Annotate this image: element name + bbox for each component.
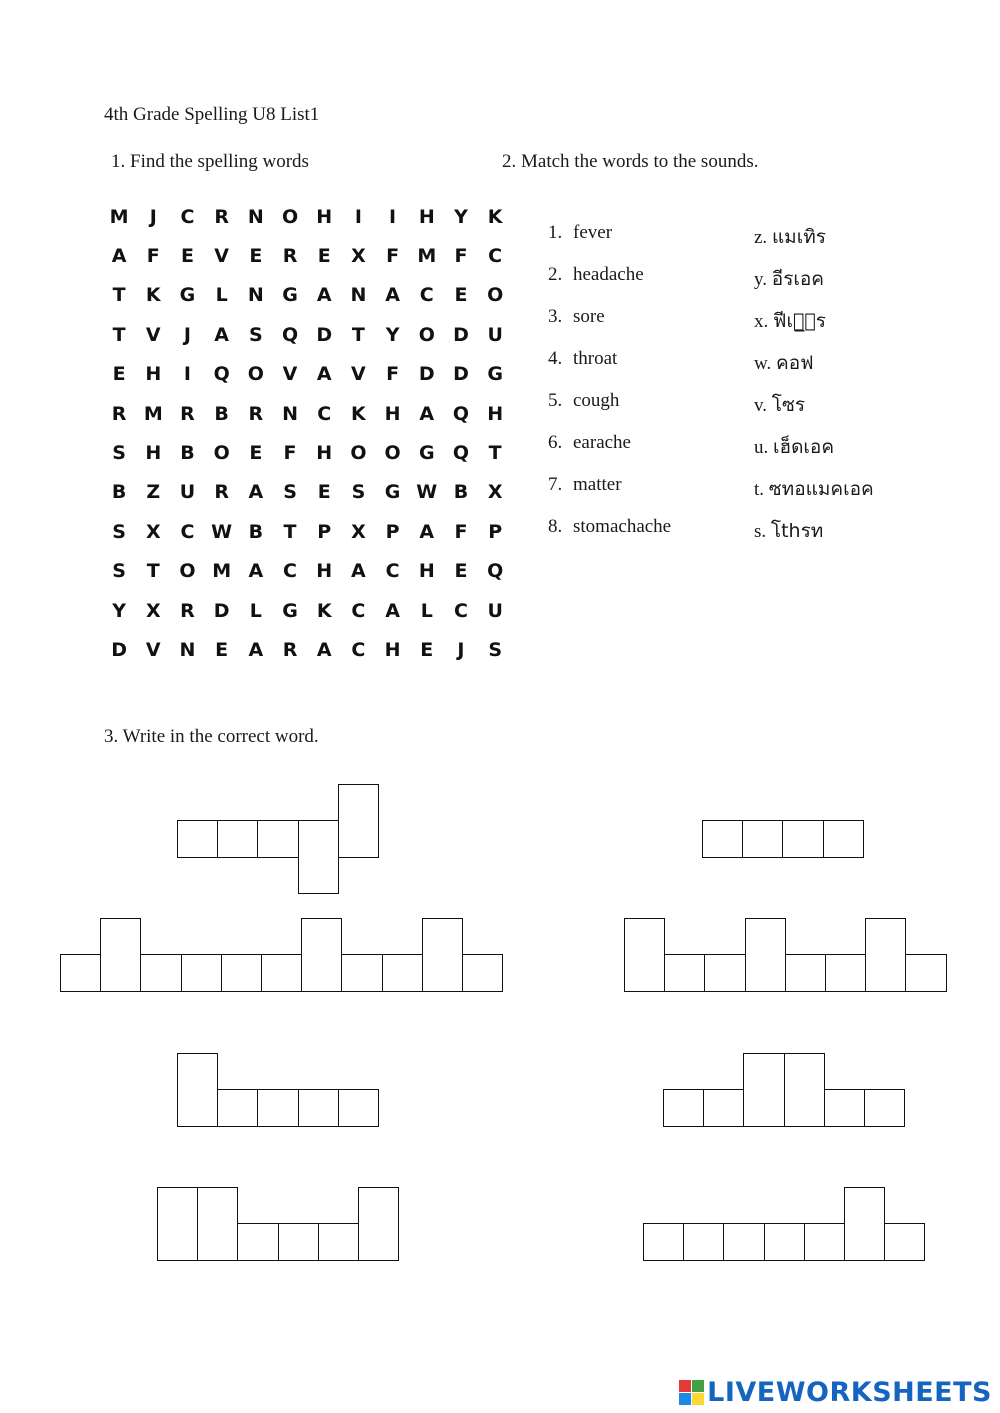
grid-letter: G	[179, 284, 196, 307]
grid-letter: A	[419, 402, 435, 425]
grid-letter: E	[180, 245, 194, 268]
grid-letter: I	[354, 205, 362, 228]
sound-letter: y.	[754, 269, 768, 290]
grid-letter: N	[179, 638, 196, 661]
grid-letter: N	[247, 284, 264, 307]
grid-letter: O	[384, 442, 401, 465]
letter-box[interactable]	[764, 1223, 805, 1261]
grid-letter: P	[317, 520, 332, 543]
grid-letter: N	[282, 402, 298, 425]
grid-letter: T	[112, 284, 126, 307]
sound-thai: คอฟ	[776, 352, 814, 374]
grid-letter: E	[249, 245, 263, 268]
letter-box[interactable]	[462, 954, 503, 992]
grid-letter: C	[351, 638, 366, 661]
letter-box[interactable]	[884, 1223, 925, 1261]
grid-letter: S	[488, 638, 502, 661]
grid-letter: L	[249, 599, 262, 622]
letter-box[interactable]	[257, 820, 298, 858]
letter-box[interactable]	[298, 1089, 339, 1127]
grid-letter: G	[282, 599, 298, 622]
grid-letter: P	[385, 520, 400, 543]
grid-letter: X	[487, 481, 503, 504]
letter-box[interactable]	[177, 820, 218, 858]
grid-letter: S	[112, 520, 126, 543]
grid-letter: M	[143, 402, 163, 425]
grid-letter: B	[180, 442, 195, 465]
match-number: 4.	[548, 348, 563, 369]
grid-letter: E	[249, 442, 263, 465]
grid-letter: Z	[146, 481, 161, 504]
grid-letter: M	[212, 560, 232, 583]
grid-letter: H	[145, 363, 162, 386]
letter-box[interactable]	[341, 954, 382, 992]
letter-box[interactable]	[844, 1187, 885, 1261]
letter-box[interactable]	[784, 1053, 825, 1127]
match-word: cough	[573, 390, 620, 411]
grid-letter: X	[351, 520, 366, 543]
sound-letter: t.	[754, 479, 765, 500]
logo-squares-icon	[679, 1380, 704, 1405]
grid-letter: I	[389, 205, 397, 228]
grid-letter: C	[317, 402, 332, 425]
grid-letter: H	[418, 560, 435, 583]
grid-letter: J	[183, 323, 191, 346]
grid-letter: E	[317, 481, 331, 504]
grid-letter: T	[283, 520, 297, 543]
match-number: 8.	[548, 516, 563, 537]
grid-letter: A	[385, 599, 400, 622]
letter-box[interactable]	[257, 1089, 298, 1127]
sound-thai: อีรเอค	[771, 268, 825, 290]
letter-box[interactable]	[624, 918, 665, 992]
grid-letter: Q	[452, 442, 470, 465]
grid-letter: L	[420, 599, 433, 622]
match-word: stomachache	[573, 516, 672, 537]
grid-letter: R	[214, 481, 229, 504]
letter-box[interactable]	[221, 954, 262, 992]
grid-letter: B	[111, 481, 127, 504]
grid-letter: H	[145, 442, 162, 465]
grid-letter: H	[316, 560, 333, 583]
grid-letter: G	[487, 363, 503, 386]
grid-letter: F	[283, 442, 297, 465]
letter-box[interactable]	[664, 954, 705, 992]
match-word: sore	[573, 306, 605, 327]
grid-letter: B	[214, 402, 229, 425]
match-number: 6.	[548, 432, 563, 453]
grid-letter: M	[417, 245, 437, 268]
grid-letter: K	[487, 205, 503, 228]
letter-box[interactable]	[140, 954, 181, 992]
grid-letter: T	[112, 323, 126, 346]
grid-letter: C	[180, 520, 195, 543]
grid-letter: P	[488, 520, 503, 543]
grid-letter: F	[386, 363, 400, 386]
letter-box[interactable]	[100, 918, 141, 992]
grid-letter: N	[350, 284, 367, 307]
grid-letter: A	[316, 284, 332, 307]
grid-letter: O	[281, 205, 299, 228]
grid-letter: A	[316, 363, 332, 386]
grid-letter: T	[488, 442, 502, 465]
grid-letter: O	[213, 442, 230, 465]
letter-box[interactable]	[301, 918, 342, 992]
letter-box[interactable]	[703, 1089, 744, 1127]
grid-letter: H	[316, 205, 333, 228]
match-word: headache	[573, 264, 644, 285]
grid-letter: C	[385, 560, 400, 583]
grid-letter: R	[180, 402, 195, 425]
grid-letter: R	[248, 402, 264, 425]
grid-letter: V	[145, 638, 161, 661]
letter-box[interactable]	[382, 954, 423, 992]
grid-letter: E	[112, 363, 126, 386]
letter-box[interactable]	[181, 954, 222, 992]
grid-letter: U	[487, 323, 503, 346]
grid-letter: E	[420, 638, 434, 661]
letter-box[interactable]	[804, 1223, 845, 1261]
sound-thai: โthรท	[770, 520, 824, 542]
grid-letter: A	[385, 284, 400, 307]
grid-letter: W	[416, 481, 438, 504]
grid-letter: U	[487, 599, 503, 622]
grid-letter: H	[487, 402, 504, 425]
section-2-heading: 2. Match the words to the sounds.	[502, 151, 759, 172]
grid-letter: R	[282, 638, 298, 661]
grid-letter: H	[418, 205, 435, 228]
sound-thai: ฟีเว̲ิร	[773, 310, 826, 332]
letter-box[interactable]	[824, 1089, 865, 1127]
grid-letter: O	[247, 363, 264, 386]
grid-letter: R	[214, 205, 229, 228]
grid-letter: T	[351, 323, 365, 346]
grid-letter: S	[112, 560, 126, 583]
grid-letter: N	[247, 205, 264, 228]
grid-letter: O	[487, 284, 504, 307]
letter-box[interactable]	[823, 820, 864, 858]
grid-letter: F	[386, 245, 400, 268]
match-number: 3.	[548, 306, 563, 327]
grid-letter: D	[316, 323, 333, 346]
letter-box[interactable]	[298, 820, 339, 894]
letter-box[interactable]	[338, 784, 379, 858]
grid-letter: M	[109, 205, 129, 228]
grid-letter: L	[215, 284, 228, 307]
letter-box[interactable]	[338, 1089, 379, 1127]
letter-box[interactable]	[358, 1187, 399, 1261]
grid-letter: G	[418, 442, 435, 465]
match-number: 7.	[548, 474, 563, 495]
grid-letter: A	[316, 638, 332, 661]
sound-letter: v.	[754, 395, 768, 416]
letter-box[interactable]	[825, 954, 866, 992]
grid-letter: R	[282, 245, 298, 268]
letter-box[interactable]	[663, 1089, 704, 1127]
grid-letter: O	[179, 560, 196, 583]
grid-letter: S	[249, 323, 263, 346]
match-word: matter	[573, 474, 622, 495]
grid-letter: K	[145, 284, 161, 307]
grid-letter: I	[183, 363, 191, 386]
grid-letter: G	[282, 284, 298, 307]
grid-letter: E	[215, 638, 229, 661]
letter-box[interactable]	[742, 820, 783, 858]
grid-letter: E	[317, 245, 331, 268]
grid-letter: O	[350, 442, 367, 465]
sound-letter: x.	[754, 311, 769, 332]
match-word: fever	[573, 222, 613, 243]
worksheet-title: 4th Grade Spelling U8 List1	[104, 104, 320, 125]
grid-letter: E	[454, 284, 468, 307]
letter-box[interactable]	[864, 1089, 905, 1127]
grid-letter: C	[419, 284, 434, 307]
grid-letter: B	[453, 481, 469, 504]
sound-letter: u.	[754, 437, 769, 458]
letter-box[interactable]	[177, 1053, 218, 1127]
grid-letter: A	[248, 481, 264, 504]
grid-letter: X	[145, 599, 161, 622]
sound-letter: w.	[754, 353, 772, 374]
grid-letter: C	[283, 560, 297, 583]
grid-letter: A	[214, 323, 230, 346]
grid-letter: C	[180, 205, 195, 228]
grid-letter: K	[351, 402, 366, 425]
letter-box[interactable]	[217, 820, 258, 858]
letter-box[interactable]	[704, 954, 745, 992]
grid-letter: Q	[213, 363, 230, 386]
sound-letter: z.	[754, 227, 768, 248]
letter-box[interactable]	[865, 918, 906, 992]
letter-box[interactable]	[683, 1223, 724, 1261]
sound-thai: ซทอแมคเอค	[768, 478, 874, 500]
letter-box[interactable]	[197, 1187, 238, 1261]
grid-letter: T	[146, 560, 160, 583]
grid-letter: A	[111, 245, 127, 268]
grid-letter: A	[248, 638, 264, 661]
grid-letter: U	[179, 481, 196, 504]
grid-letter: D	[418, 363, 435, 386]
letter-box[interactable]	[782, 820, 823, 858]
grid-letter: A	[351, 560, 366, 583]
grid-letter: Y	[112, 599, 126, 622]
letter-box[interactable]	[643, 1223, 684, 1261]
sound-letter: s.	[754, 521, 767, 542]
grid-letter: Y	[385, 323, 400, 346]
grid-letter: E	[454, 560, 468, 583]
letter-box[interactable]	[60, 954, 101, 992]
grid-letter: S	[351, 481, 366, 504]
grid-letter: C	[488, 245, 503, 268]
grid-letter: Q	[487, 560, 504, 583]
grid-letter: A	[248, 560, 264, 583]
grid-letter: D	[453, 323, 469, 346]
sound-thai: โซร	[771, 394, 806, 416]
letter-box[interactable]	[743, 1053, 784, 1127]
grid-letter: C	[351, 599, 366, 622]
letter-box[interactable]	[702, 820, 743, 858]
liveworksheets-logo	[679, 1377, 992, 1408]
grid-letter: H	[384, 638, 401, 661]
grid-letter: D	[453, 363, 469, 386]
grid-letter: A	[419, 520, 435, 543]
grid-letter: V	[214, 245, 230, 268]
grid-letter: S	[283, 481, 297, 504]
grid-letter: V	[145, 323, 161, 346]
match-number: 2.	[548, 264, 563, 285]
grid-letter: D	[213, 599, 230, 622]
grid-letter: V	[351, 363, 366, 386]
letter-box[interactable]	[905, 954, 946, 992]
brand-prefix: LIVE	[707, 1377, 776, 1408]
grid-letter: O	[418, 323, 435, 346]
grid-letter: B	[248, 520, 264, 543]
grid-letter: R	[180, 599, 195, 622]
grid-letter: Q	[281, 323, 299, 346]
grid-letter: J	[149, 205, 157, 228]
section-3-heading: 3. Write in the correct word.	[104, 726, 319, 747]
letter-box[interactable]	[422, 918, 463, 992]
match-word: throat	[573, 348, 618, 369]
grid-letter: H	[316, 442, 333, 465]
sound-thai: แมเทิร	[771, 226, 826, 248]
grid-letter: Y	[454, 205, 468, 228]
grid-letter: C	[453, 599, 468, 622]
section-1-heading: 1. Find the spelling words	[111, 151, 309, 172]
letter-box[interactable]	[261, 954, 302, 992]
match-number: 1.	[548, 222, 563, 243]
grid-letter: K	[316, 599, 332, 622]
brand-suffix: WORKSHEETS	[775, 1377, 992, 1408]
grid-letter: R	[111, 402, 127, 425]
grid-letter: G	[384, 481, 401, 504]
grid-letter: W	[211, 520, 233, 543]
letter-box[interactable]	[723, 1223, 764, 1261]
letter-box[interactable]	[318, 1223, 359, 1261]
sound-thai: เฮ็ดเอค	[773, 436, 835, 458]
letter-box[interactable]	[278, 1223, 319, 1261]
letter-box[interactable]	[785, 954, 826, 992]
grid-letter: J	[457, 638, 465, 661]
grid-letter: X	[351, 245, 366, 268]
letter-box[interactable]	[157, 1187, 198, 1261]
letter-box[interactable]	[237, 1223, 278, 1261]
grid-letter: S	[112, 442, 126, 465]
match-word: earache	[573, 432, 631, 453]
letter-box[interactable]	[217, 1089, 258, 1127]
grid-letter: Q	[452, 402, 470, 425]
grid-letter: F	[454, 520, 468, 543]
grid-letter: H	[384, 402, 401, 425]
grid-letter: D	[111, 638, 127, 661]
grid-letter: F	[146, 245, 160, 268]
letter-box[interactable]	[745, 918, 786, 992]
match-number: 5.	[548, 390, 563, 411]
grid-letter: X	[145, 520, 161, 543]
grid-letter: V	[282, 363, 298, 386]
grid-letter: F	[454, 245, 468, 268]
